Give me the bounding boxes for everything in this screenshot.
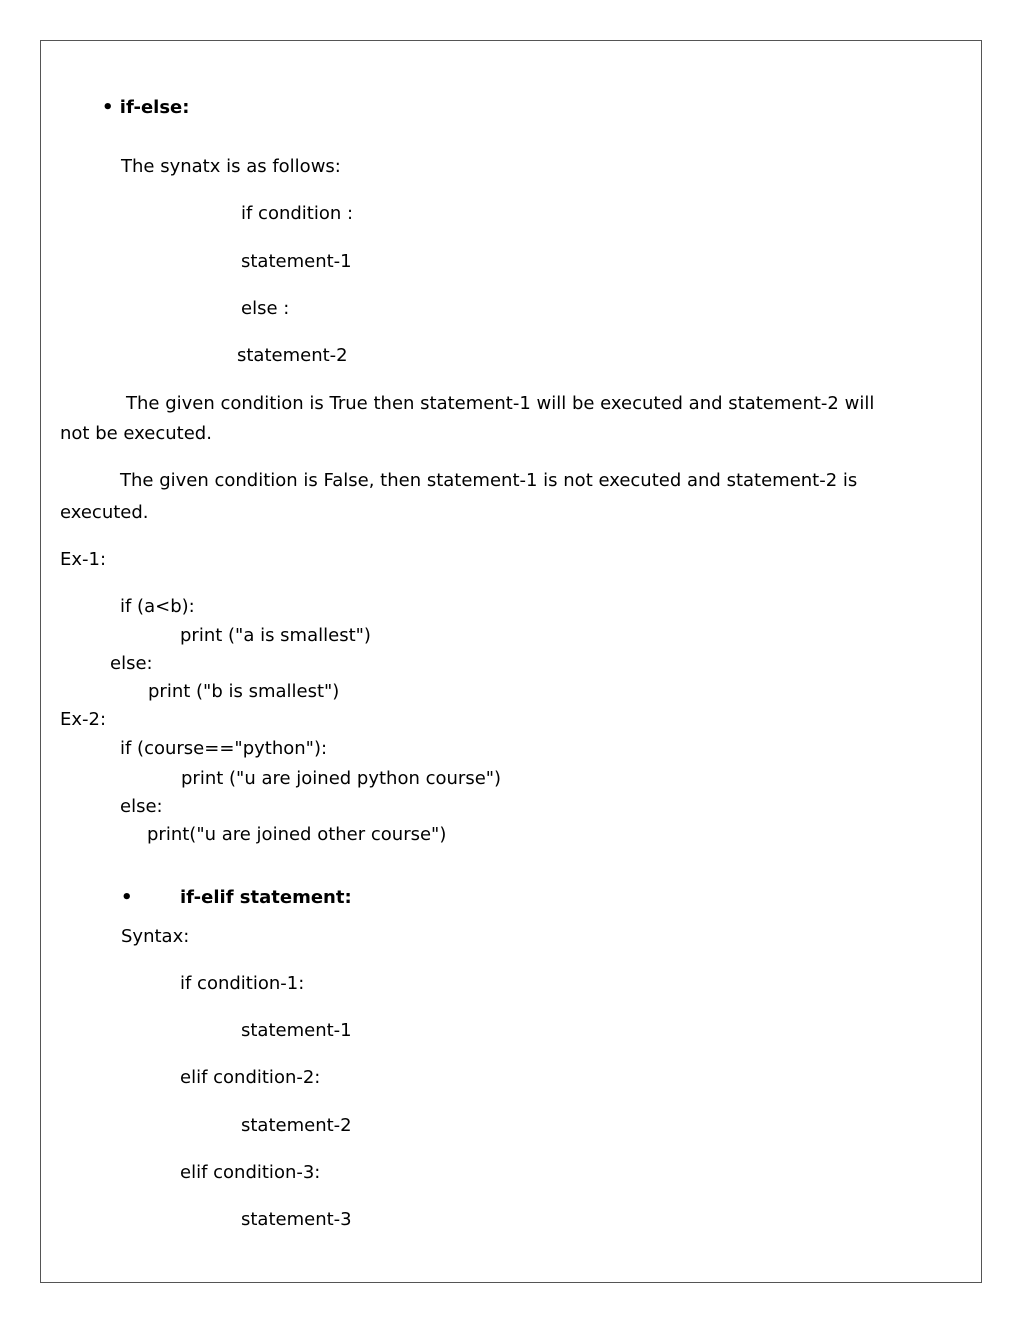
code-line: else: bbox=[120, 796, 163, 817]
syntax-line: statement-2 bbox=[237, 345, 348, 366]
paragraph-line: executed. bbox=[60, 502, 149, 523]
example-label: Ex-2: bbox=[60, 709, 107, 730]
code-line: print ("b is smallest") bbox=[148, 681, 340, 702]
code-line: print ("a is smallest") bbox=[180, 625, 371, 646]
page-frame bbox=[40, 40, 982, 1283]
code-line: if (a<b): bbox=[120, 596, 195, 617]
code-line: if (course=="python"): bbox=[120, 738, 328, 759]
syntax-line: statement-3 bbox=[241, 1209, 352, 1230]
bullet-icon: • bbox=[121, 887, 133, 908]
syntax-line: elif condition-2: bbox=[180, 1067, 321, 1088]
paragraph-line: not be executed. bbox=[60, 423, 212, 444]
syntax-line: statement-1 bbox=[241, 1020, 352, 1041]
paragraph-line: The given condition is False, then statement-1 is not executed and statement-2 is bbox=[120, 470, 858, 491]
code-line: print ("u are joined python course") bbox=[181, 768, 502, 789]
if-else-heading: • if-else: bbox=[102, 97, 190, 118]
paragraph-line: The given condition is True then statement-1 will be executed and statement-2 will bbox=[126, 393, 875, 414]
code-line: print("u are joined other course") bbox=[147, 824, 447, 845]
syntax-intro: Syntax: bbox=[121, 926, 190, 947]
syntax-line: statement-1 bbox=[241, 251, 352, 272]
syntax-line: statement-2 bbox=[241, 1115, 352, 1136]
bullet-icon: • bbox=[102, 97, 114, 118]
syntax-intro: The synatx is as follows: bbox=[121, 156, 341, 177]
syntax-line: elif condition-3: bbox=[180, 1162, 321, 1183]
syntax-line: if condition : bbox=[241, 203, 354, 224]
code-line: else: bbox=[110, 653, 153, 674]
syntax-line: else : bbox=[241, 298, 290, 319]
example-label: Ex-1: bbox=[60, 549, 107, 570]
syntax-line: if condition-1: bbox=[180, 973, 305, 994]
if-elif-heading: if-elif statement: bbox=[180, 887, 352, 908]
